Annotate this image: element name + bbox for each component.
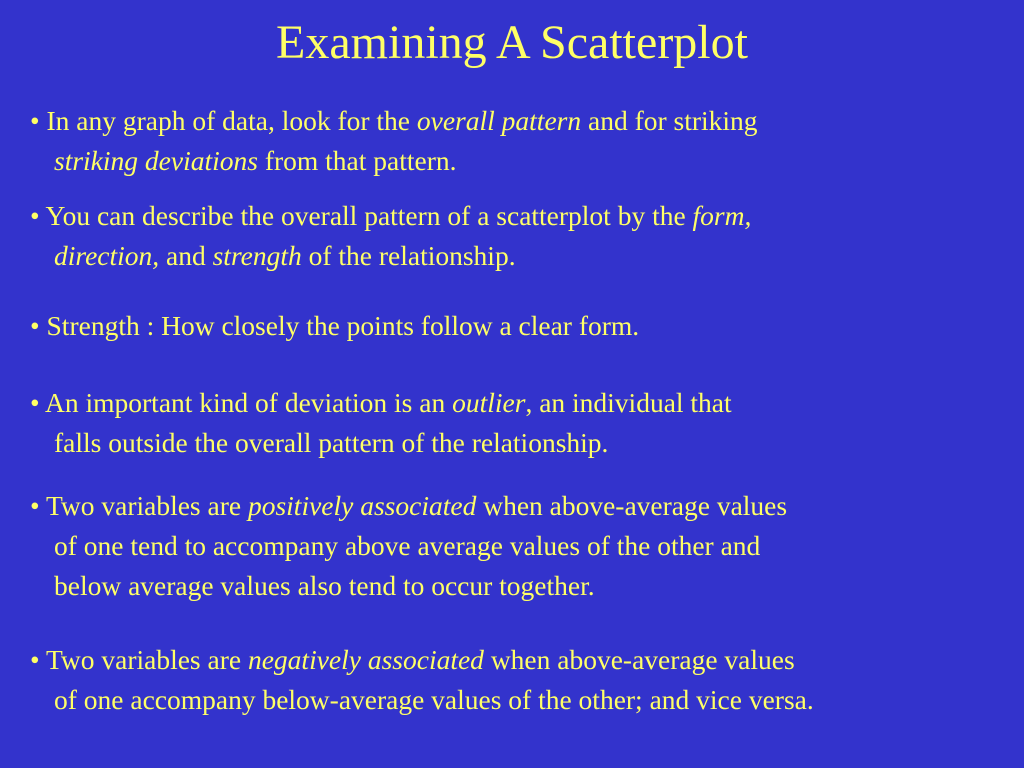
bullet-overall-pattern — [30, 101, 1010, 181]
emphasized-term: form, — [692, 200, 752, 231]
text-run: In any graph of data, look for the — [46, 105, 417, 136]
bullet-marker: • — [30, 310, 47, 341]
emphasized-term: direction, — [54, 240, 160, 271]
bullet-line — [30, 306, 1010, 346]
bullet-outlier — [30, 383, 1010, 463]
bullet-negative-association — [30, 640, 1010, 720]
text-run: below average values also tend to occur together. — [54, 570, 595, 601]
bullet-line — [30, 566, 1010, 606]
text-run: from that pattern. — [257, 145, 457, 176]
text-run: of one tend to accompany above average values of the other and — [54, 530, 761, 561]
text-run: falls outside the overall pattern of the relationship. — [54, 427, 609, 458]
bullet-line — [30, 141, 1010, 181]
text-run: Two variables are — [46, 644, 248, 675]
slide-title: Examining A Scatterplot — [276, 16, 748, 69]
bullet-line — [30, 640, 1010, 680]
bullet-line — [30, 101, 1010, 141]
emphasized-term: outlier — [452, 387, 526, 418]
text-run: An important kind of deviation is an — [45, 387, 453, 418]
bullet-marker: • — [30, 387, 45, 418]
bullet-marker: • — [30, 200, 46, 231]
bullet-line — [30, 196, 1010, 236]
bullet-marker: • — [30, 105, 47, 136]
emphasized-term: overall pattern — [416, 105, 582, 136]
bullet-line — [30, 423, 1010, 463]
bullet-positive-association — [30, 486, 1010, 606]
bullet-line — [30, 486, 1010, 526]
text-run: Two variables are — [46, 490, 248, 521]
bullet-line — [30, 680, 1010, 720]
text-run: of one accompany below-average values of the other; and vice versa. — [54, 684, 814, 715]
bullet-line — [30, 526, 1010, 566]
text-run: when above-average values — [483, 644, 795, 675]
bullet-strength-definition — [30, 306, 1010, 346]
bullet-form-direction-strength — [30, 196, 1010, 276]
emphasized-term: positively associated — [247, 490, 477, 521]
bullet-marker: • — [30, 644, 47, 675]
text-run: and — [159, 240, 213, 271]
emphasized-term: strength — [212, 240, 302, 271]
emphasized-term: striking deviations — [54, 145, 258, 176]
emphasized-term: negatively associated — [247, 644, 484, 675]
text-run: You can describe the overall pattern of a scatterplot by the — [45, 200, 693, 231]
text-run: when above-average values — [476, 490, 788, 521]
text-run: of the relationship. — [301, 240, 516, 271]
bullet-line — [30, 236, 1010, 276]
text-run: and for striking — [581, 105, 758, 136]
bullet-line — [30, 383, 1010, 423]
bullet-marker: • — [30, 490, 47, 521]
text-run: , an individual that — [525, 387, 732, 418]
text-run: Strength : How closely the points follow a clear form. — [46, 310, 640, 341]
